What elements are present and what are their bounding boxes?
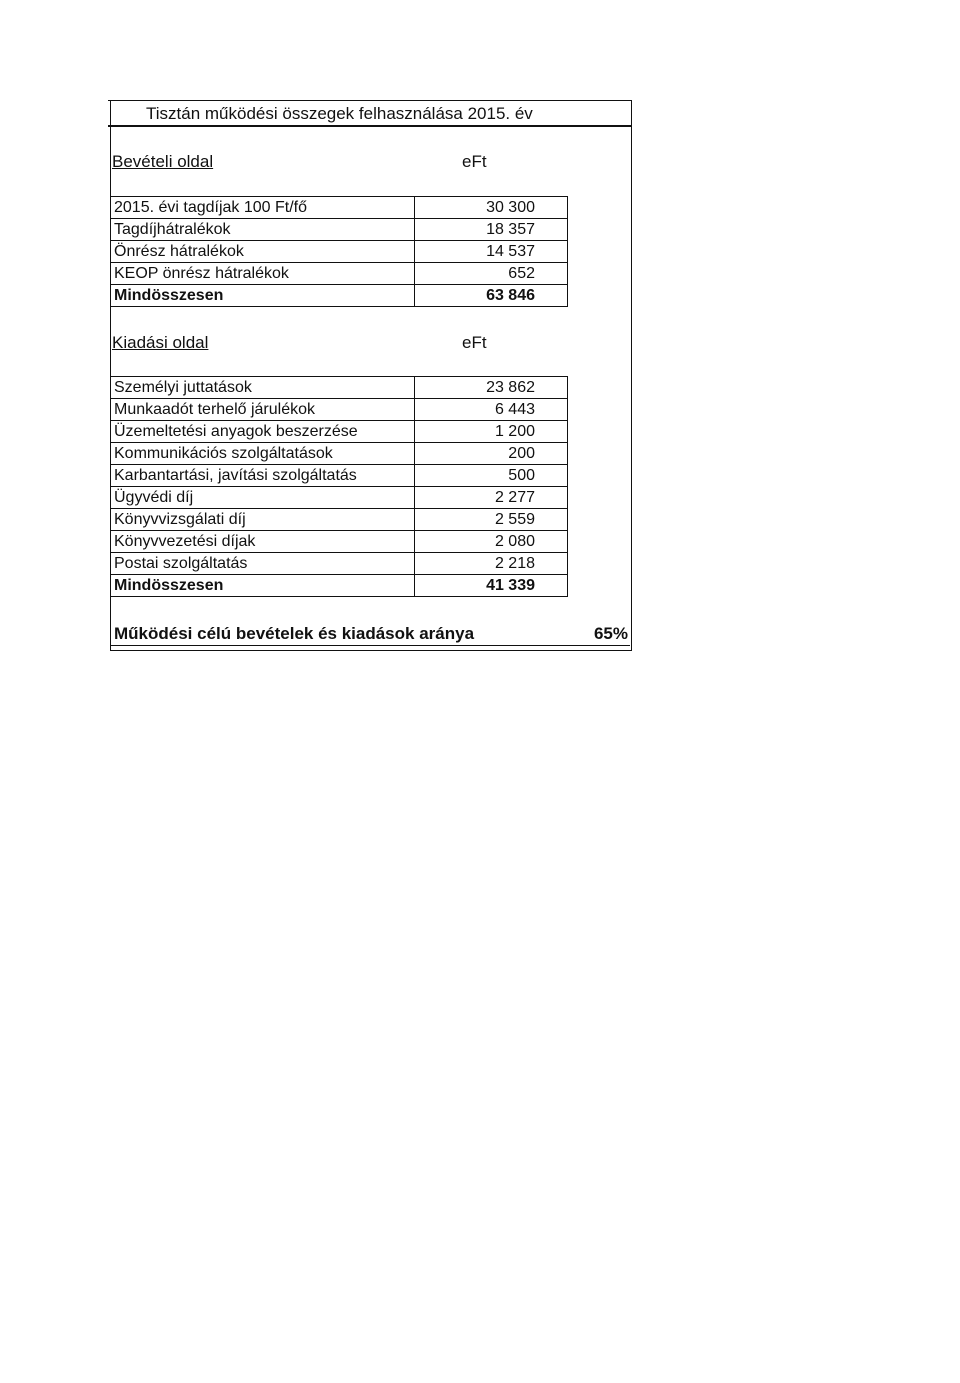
- revenue-heading: Bevételi oldal: [112, 152, 214, 171]
- revenue-table: [110, 196, 568, 307]
- table-row: [110, 263, 568, 285]
- ratio-value: 65%: [593, 624, 628, 643]
- expense-heading: Kiadási oldal: [112, 333, 209, 352]
- revenue-row-label: KEOP önrész hátralékok: [110, 263, 415, 285]
- table-row: [110, 443, 568, 465]
- expense-row-value: 2 277: [415, 487, 568, 509]
- expense-row-value: 2 080: [415, 531, 568, 553]
- table-row: [110, 487, 568, 509]
- expense-row-label: Postai szolgáltatás: [110, 553, 415, 575]
- ratio-divider: [110, 645, 630, 646]
- expense-total-value: 41 339: [415, 575, 568, 597]
- expense-row-value: 1 200: [415, 421, 568, 443]
- revenue-row-value: 18 357: [415, 219, 568, 241]
- revenue-row-value: 14 537: [415, 241, 568, 263]
- revenue-total-row: [110, 285, 568, 307]
- expense-row-label: Karbantartási, javítási szolgáltatás: [110, 465, 415, 487]
- page-title: Tisztán működési összegek felhasználása 2015. év: [146, 104, 533, 123]
- ratio-label: Működési célú bevételek és kiadások aránya: [114, 624, 475, 643]
- revenue-row-label: Tagdíjhátralékok: [110, 219, 415, 241]
- table-row: [110, 399, 568, 421]
- revenue-total-label: Mindösszesen: [110, 285, 415, 307]
- expense-unit: eFt: [462, 333, 487, 352]
- expense-table: [110, 376, 568, 597]
- expense-row-value: 2 218: [415, 553, 568, 575]
- expense-row-value: 23 862: [415, 377, 568, 399]
- expense-total-row: [110, 575, 568, 597]
- expense-row-value: 500: [415, 465, 568, 487]
- table-row: [110, 241, 568, 263]
- table-row: [110, 197, 568, 219]
- expense-row-label: Személyi juttatások: [110, 377, 415, 399]
- revenue-row-label: Önrész hátralékok: [110, 241, 415, 263]
- expense-row-label: Üzemeltetési anyagok beszerzése: [110, 421, 415, 443]
- revenue-unit: eFt: [462, 152, 487, 171]
- expense-row-label: Kommunikációs szolgáltatások: [110, 443, 415, 465]
- revenue-row-label: 2015. évi tagdíjak 100 Ft/fő: [110, 197, 415, 219]
- table-row: [110, 219, 568, 241]
- expense-row-label: Könyvvezetési díjak: [110, 531, 415, 553]
- table-row: [110, 465, 568, 487]
- expense-row-label: Munkaadót terhelő járulékok: [110, 399, 415, 421]
- revenue-total-value: 63 846: [415, 285, 568, 307]
- table-row: [110, 509, 568, 531]
- expense-total-label: Mindösszesen: [110, 575, 415, 597]
- table-row: [110, 553, 568, 575]
- expense-row-value: 2 559: [415, 509, 568, 531]
- table-row: [110, 377, 568, 399]
- table-row: [110, 421, 568, 443]
- revenue-row-value: 30 300: [415, 197, 568, 219]
- expense-row-value: 6 443: [415, 399, 568, 421]
- expense-row-value: 200: [415, 443, 568, 465]
- revenue-row-value: 652: [415, 263, 568, 285]
- expense-row-label: Ügyvédi díj: [110, 487, 415, 509]
- table-row: [110, 531, 568, 553]
- expense-row-label: Könyvvizsgálati díj: [110, 509, 415, 531]
